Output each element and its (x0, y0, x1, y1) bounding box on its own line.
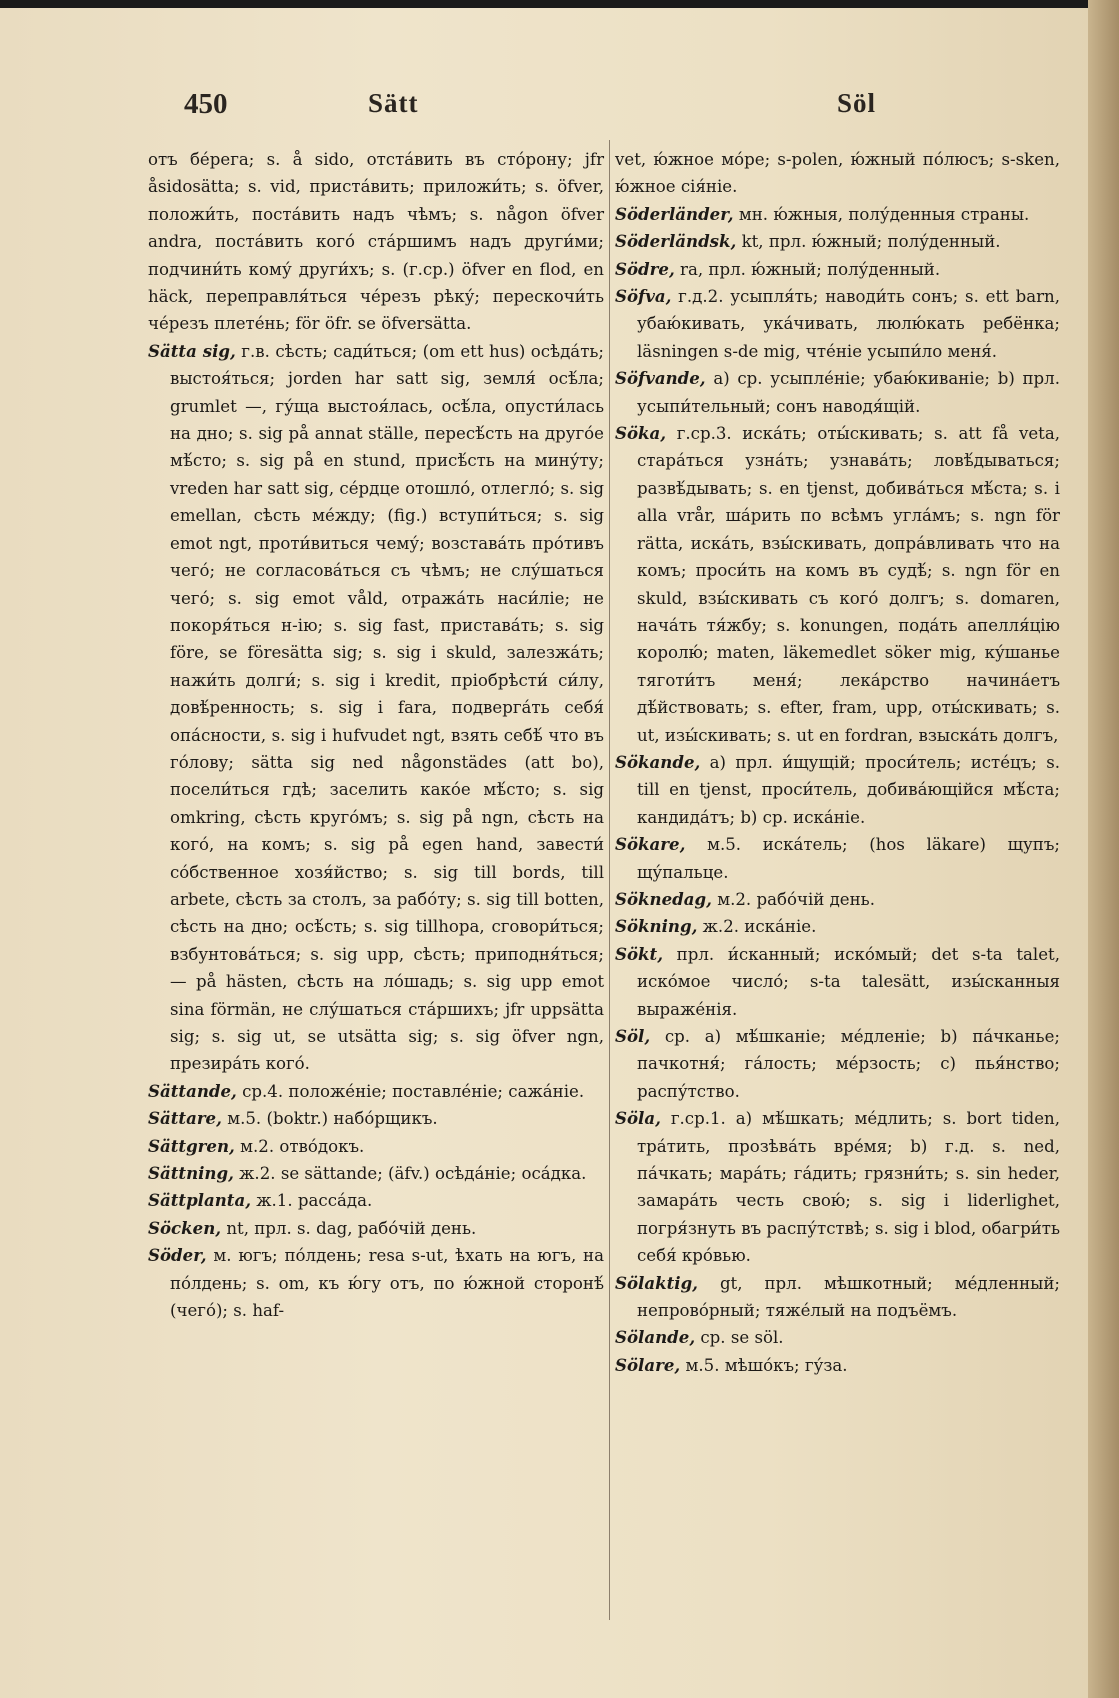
dictionary-entry (148, 1160, 604, 1187)
dictionary-entry (148, 1215, 604, 1242)
dictionary-entry (148, 1242, 604, 1324)
dictionary-entry (615, 749, 1060, 831)
entry-headword: Sökande, (615, 751, 701, 772)
page-header (0, 82, 1090, 122)
dictionary-entry (148, 146, 604, 338)
entry-definition: ra, прл. ю́жный; полу́денный. (680, 259, 941, 279)
entry-headword: Söknedag, (615, 888, 712, 909)
dictionary-entry (615, 420, 1060, 749)
dictionary-entry (615, 283, 1060, 365)
entry-definition: м.5. иска́тель; (hos läkare) щупъ; щу́пальце. (637, 835, 1060, 882)
entry-headword: Söderländsk, (615, 231, 737, 252)
entry-definition: nt, прл. s. dag, рабо́чій день. (226, 1218, 477, 1238)
entry-headword: Söla, (615, 1108, 661, 1129)
dictionary-entry (615, 1324, 1060, 1351)
dictionary-entry (148, 338, 604, 1078)
entry-definition: м.2. рабо́чій день. (717, 889, 875, 909)
entry-definition: г.ср.3. иска́ть; оты́скивать; s. att få veta, стара́ться узна́ть; узнава́ть; ловѣ́дываться; развѣ́дывать; s. en tjenst, добива́ться мѣ́ста; s. i alla vrår, ша́рить по всѣмъ угла́мъ; s. ngn för rätta, иска́ть, взы́скивать, допра́вливать что на комъ; проси́ть на комъ въ судѣ́; s. ngn för en skuld, взы́скивать съ кого́ долгъ; s. domaren, нача́ть тя́жбу; s. konungen, пода́ть апелля́цію королю́; maten, läkemedlet söker mig, ку́шанье тяготи́тъ меня́; лека́рство начина́етъ дѣ́йствовать; s. efter, fram, upp, оты́скивать; s. ut, изы́скивать; s. ut en fordran, взыска́ть долгъ, (637, 424, 1061, 745)
entry-headword: Sölare, (615, 1354, 681, 1375)
entry-headword: Sättare, (148, 1108, 222, 1129)
entry-headword: Sätta sig, (148, 340, 236, 361)
dictionary-entry (615, 886, 1060, 913)
entry-headword: Söka, (615, 423, 667, 444)
entry-definition: отъ бе́рега; s. å sido, отста́вить въ сто́рону; jfr åsidosätta; s. vid, приста́вить; приложи́ть; s. öfver, положи́ть, поста́вить надъ чѣмъ; s. någon öfver andra, поста́вить кого́ ста́ршимъ надъ други́ми; подчини́ть кому́ други́хъ; s. (г.ср.) öfver en flod, en häck, переправля́ться че́резъ рѣку́; перескочи́ть че́резъ плете́нь; för öfr. se öfversätta. (148, 150, 604, 334)
entry-definition: г.в. сѣсть; сади́ться; (om ett hus) осѣда́ть; выстоя́ться; jorden har satt sig, земля́ осѣ́ла; grumlet —, гу́ща выстоя́лась, осѣ́ла, опусти́лась на дно; s. sig på annat ställe, пересѣ́сть на друго́е мѣ́сто; s. sig på en stund, присѣ́сть на мину́ту; vreden har satt sig, се́рдце отошло́, отлегло́; s. sig emellan, сѣсть ме́жду; (fig.) вступи́ться; s. sig emot ngt, проти́виться чему́; возстава́ть про́тивъ чего́; не согласова́ться съ чѣмъ; не слу́шаться чего́; s. sig emot våld, отража́ть наси́ліе; не покоря́ться н-ію; s. sig fast, пристава́ть; s. sig före, se föresätta sig; s. sig i skuld, залезжа́ть; нажи́ть долги́; s. sig i kredit, пріобрѣсти́ си́лу, довѣ́ренность; s. sig i fara, подверга́ть себя́ опа́сности, s. sig i hufvudet ngt, взять себѣ́ что въ го́лову; sätta sig ned någonstädes (att bo), посели́ться гдѣ; заселить како́е мѣ́сто; s. sig omkring, сѣсть круго́мъ; s. sig på ngn, сѣсть на кого́, на комъ; s. sig på egen hand, завести́ со́бственное хозя́йство; s. sig till bords, till arbete, сѣсть за столъ, за рабо́ту; s. sig till botten, сѣсть на дно; осѣ́сть; s. sig tillhopa, сговори́ться; взбунтова́ться; s. sig upp, сѣсть; приподня́ться; — på hästen, сѣсть на ло́шадь; s. sig upp emot sina förmän, не слу́шаться ста́ршихъ; jfr uppsätta sig; s. sig ut, se utsätta sig; s. sig öfver ngn, презира́ть кого́. (170, 341, 604, 1074)
dictionary-page (0, 8, 1090, 1698)
page-number: 450 (184, 88, 228, 120)
entry-definition: ср.4. положе́ніе; поставле́ніе; сажа́ніе. (242, 1081, 585, 1101)
dictionary-entry (615, 228, 1060, 255)
dictionary-entry (615, 1105, 1060, 1269)
entry-headword: Söcken, (148, 1217, 222, 1238)
dictionary-entry (615, 941, 1060, 1023)
entry-definition: г.д.2. усыпля́ть; наводи́ть сонъ; s. ett barn, убаю́кивать, ука́чивать, люлю́кать ребёнка; läsningen s-de mig, чте́ніе усыпи́ло меня́. (637, 287, 1060, 361)
entry-definition: м.5. (boktr.) набо́рщикъ. (227, 1109, 438, 1129)
dictionary-entry (615, 1352, 1060, 1379)
entry-headword: Sölaktig, (615, 1272, 698, 1293)
dictionary-entry (615, 201, 1060, 228)
dictionary-entry (615, 146, 1060, 201)
guide-word-left: Sätt (368, 88, 419, 118)
left-column (148, 146, 604, 1324)
dictionary-entry (148, 1078, 604, 1105)
entry-definition: прл. и́сканный; иско́мый; det s-ta talet, иско́мое число́; s-ta talesätt, изы́сканныя выраже́нія. (637, 944, 1060, 1019)
entry-headword: Söderländer, (615, 203, 734, 224)
entry-definition: м.5. мѣшо́къ; гу́за. (685, 1355, 848, 1375)
dictionary-entry (148, 1133, 604, 1160)
entry-definition: мн. ю́жныя, полу́денныя страны. (738, 204, 1030, 224)
entry-definition: vet, ю́жное мо́ре; s-polen, ю́жный по́люсъ; s-sken, ю́жное сія́ніе. (615, 150, 1060, 197)
entry-headword: Sättplanta, (148, 1190, 251, 1211)
entry-definition: ж.2. иска́ніе. (702, 917, 817, 937)
right-column (615, 146, 1060, 1379)
entry-definition: ср. а) мѣ́шканіе; ме́дленіе; b) па́чканье; пачкотня́; га́лость; ме́рзость; с) пья́нство; распу́тство. (637, 1027, 1061, 1101)
entry-headword: Sökare, (615, 834, 686, 855)
entry-definition: kt, прл. ю́жный; полу́денный. (741, 232, 1001, 252)
entry-definition: а) ср. усыпле́ніе; убаю́киваніе; b) прл. усыпи́тельный; сонъ наводя́щій. (637, 369, 1060, 416)
entry-definition: ср. se söl. (700, 1328, 784, 1348)
entry-headword: Söfvande, (615, 368, 706, 389)
entry-definition: м.2. отво́докъ. (240, 1136, 365, 1156)
dictionary-entry (615, 1023, 1060, 1105)
entry-headword: Söl, (615, 1026, 651, 1046)
dictionary-entry (615, 913, 1060, 940)
entry-headword: Söfva, (615, 286, 672, 307)
entry-headword: Sättande, (148, 1080, 237, 1101)
entry-definition: г.ср.1. а) мѣ́шкать; ме́длить; s. bort tiden, тра́тить, прозѣва́ть вре́мя; b) г.д. s. ned, па́чкать; мара́ть; га́дить; грязни́ть; s. sin heder, замара́ть честь свою́; s. sig i liderlighet, погря́знуть въ распу́тствѣ; s. sig i blod, обагри́ть себя́ кро́вью. (637, 1109, 1060, 1266)
dictionary-entry (615, 1270, 1060, 1325)
dictionary-entry (615, 831, 1060, 886)
entry-headword: Sökning, (615, 916, 698, 937)
entry-definition: а) прл. и́щущій; проси́тель; исте́цъ; s. till en tjenst, проси́тель, добива́ющійся мѣ́ста; кандида́тъ; b) ср. иска́ніе. (637, 752, 1060, 827)
entry-headword: Söder, (148, 1245, 207, 1266)
entry-definition: gt, прл. мѣшкотный; ме́дленный; непрово́рный; тяже́лый на подъёмъ. (637, 1273, 1060, 1321)
entry-headword: Södre, (615, 258, 675, 279)
dictionary-entry (148, 1105, 604, 1132)
entry-headword: Sättning, (148, 1163, 234, 1184)
dictionary-entry (148, 1187, 604, 1214)
dictionary-entry (615, 256, 1060, 283)
entry-definition: ж.2. se sättande; (äfv.) осѣда́ніе; оса́дка. (239, 1164, 587, 1184)
entry-headword: Sättgren, (148, 1135, 235, 1156)
entry-definition: м. югъ; по́лдень; resa s-ut, ѣхать на югъ, на по́лдень; s. om, къ ю́гу отъ, по ю́жной сторонѣ́ (чего́); s. haf- (170, 1246, 604, 1321)
book-edge (1088, 0, 1119, 1698)
dictionary-entry (615, 365, 1060, 420)
entry-headword: Sölande, (615, 1327, 696, 1348)
entry-definition: ж.1. расса́да. (256, 1191, 373, 1211)
entry-headword: Sökt, (615, 943, 663, 964)
column-divider (609, 140, 610, 1620)
guide-word-right: Söl (837, 88, 877, 118)
